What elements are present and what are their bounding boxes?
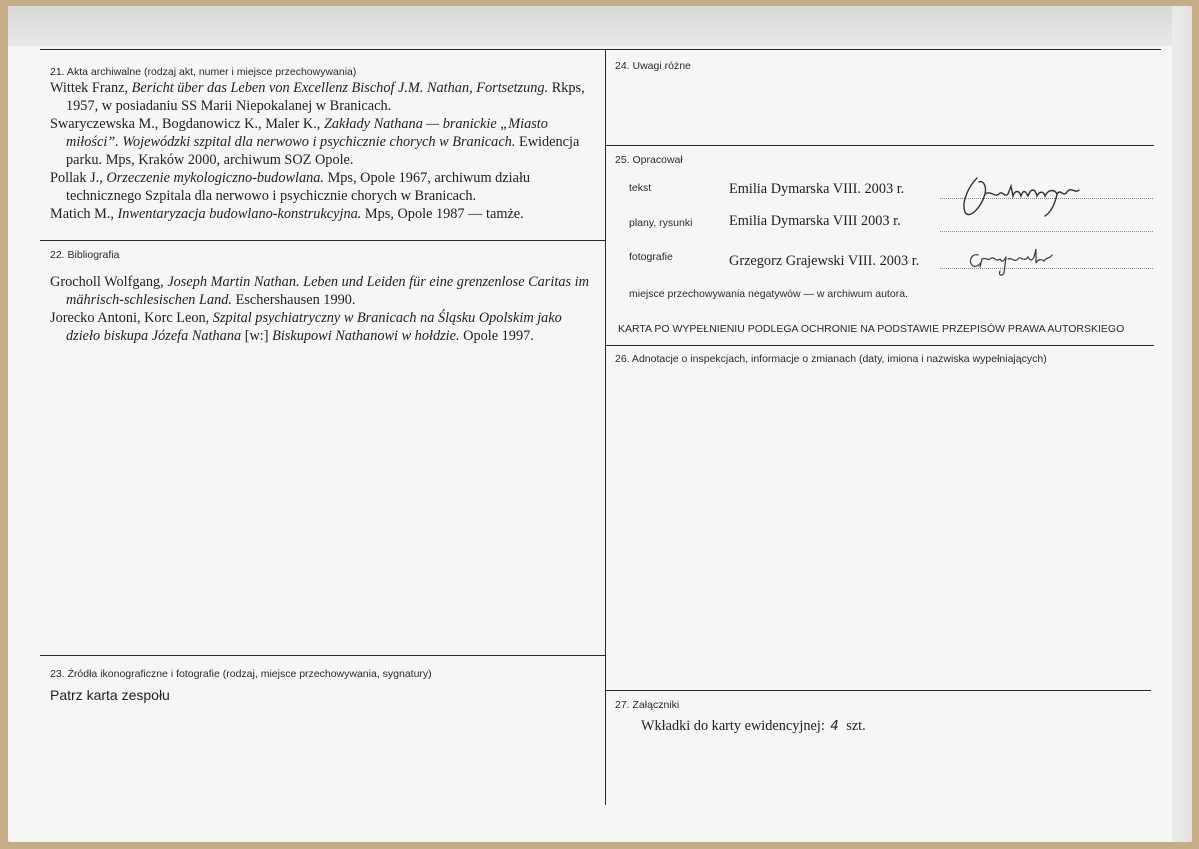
divider-26-27 — [606, 690, 1151, 691]
divider-vertical — [605, 49, 606, 805]
archive-entry: Matich M., Inwentaryzacja budowlano-konstrukcyjna. Mps, Opole 1987 — tamże. — [50, 206, 524, 222]
archive-entry: Wittek Franz, Bericht über das Leben von Excellenz Bischof J.M. Nathan, Fortsetzung. Rkps, 1957, w posiadaniu SS Marii Niepokalanej w Branicach. — [50, 80, 585, 114]
author-row-value: Grzegorz Grajewski VIII. 2003 r. — [729, 253, 920, 269]
section-21-title: 21. Akta archiwalne (rodzaj akt, numer i miejsce przechowywania) — [50, 66, 357, 78]
attachments-count: 4 — [830, 719, 839, 734]
section-25-title: 25. Opracował — [615, 154, 683, 166]
divider-24-25 — [606, 145, 1154, 146]
divider-top-right — [606, 49, 1161, 50]
bibliography-entry: Grocholl Wolfgang, Joseph Martin Nathan. Leben und Leiden für eine grenzenlose Caritas im mährisch-schlesischen Land. Eschershausen 1990. — [50, 274, 589, 308]
author-row-label: tekst — [629, 182, 652, 194]
section-23-value: Patrz karta zespołu — [50, 687, 170, 703]
scan-top-strip — [8, 6, 1192, 46]
archive-entry: Pollak J., Orzeczenie mykologiczno-budowlana. Mps, Opole 1967, archiwum działu technicznego Szpitala dla nerwowo i psychicznie chorych w Branicach. — [50, 170, 531, 204]
author-row-label: plany, rysunki — [629, 217, 693, 229]
attachments-unit: szt. — [846, 718, 866, 734]
author-row-value: Emilia Dymarska VIII. 2003 r. — [729, 181, 905, 197]
signature-grajewski-image — [966, 245, 1056, 279]
author-row-label: fotografie — [629, 251, 673, 263]
section-23-title: 23. Źródła ikonograficzne i fotografie (rodzaj, miejsce przechowywania, sygnatury) — [50, 668, 432, 680]
divider-top-left — [40, 49, 606, 50]
signature-dymarska-image — [955, 172, 1085, 224]
archive-entry: Swaryczewska M., Bogdanowicz K., Maler K., Zakłady Nathana — branickie „Miasto miłości”. Wojewódzki szpital dla nerwowo i psychicznie chorych w Branicach. Ewidencja parku. Mps, Kraków 2000, archiwum SOZ Opole. — [50, 116, 580, 168]
divider-22-23 — [40, 655, 606, 656]
divider-25-26 — [606, 345, 1154, 346]
section-21-entries — [50, 79, 596, 223]
bibliography-entry: Jorecko Antoni, Korc Leon, Szpital psychiatryczny w Branicach na Śląsku Opolskim jako dzieło biskupa Józefa Nathana [w:] Biskupowi Nathanowi w hołdzie. Opole 1997. — [50, 310, 562, 344]
section-24-title: 24. Uwagi różne — [615, 60, 691, 72]
negatives-location: miejsce przechowywania negatywów — w archiwum autora. — [629, 288, 908, 300]
section-22-title: 22. Bibliografia — [50, 249, 120, 261]
divider-21-22 — [40, 240, 606, 241]
copyright-notice: KARTA PO WYPEŁNIENIU PODLEGA OCHRONIE NA PODSTAWIE PRZEPISÓW PRAWA AUTORSKIEGO — [618, 323, 1125, 335]
section-27-title: 27. Załączniki — [615, 699, 680, 711]
section-22-entries — [50, 273, 596, 345]
author-row-dotted-line — [940, 231, 1153, 232]
author-row-value: Emilia Dymarska VIII 2003 r. — [729, 213, 901, 229]
section-26-title: 26. Adnotacje o inspekcjach, informacje o zmianach (daty, imiona i nazwiska wypełniających) — [615, 353, 1047, 365]
attachments-label: Wkładki do karty ewidencyjnej: — [641, 718, 825, 734]
scan-right-strip — [1172, 6, 1192, 842]
attachments-value — [641, 718, 866, 735]
